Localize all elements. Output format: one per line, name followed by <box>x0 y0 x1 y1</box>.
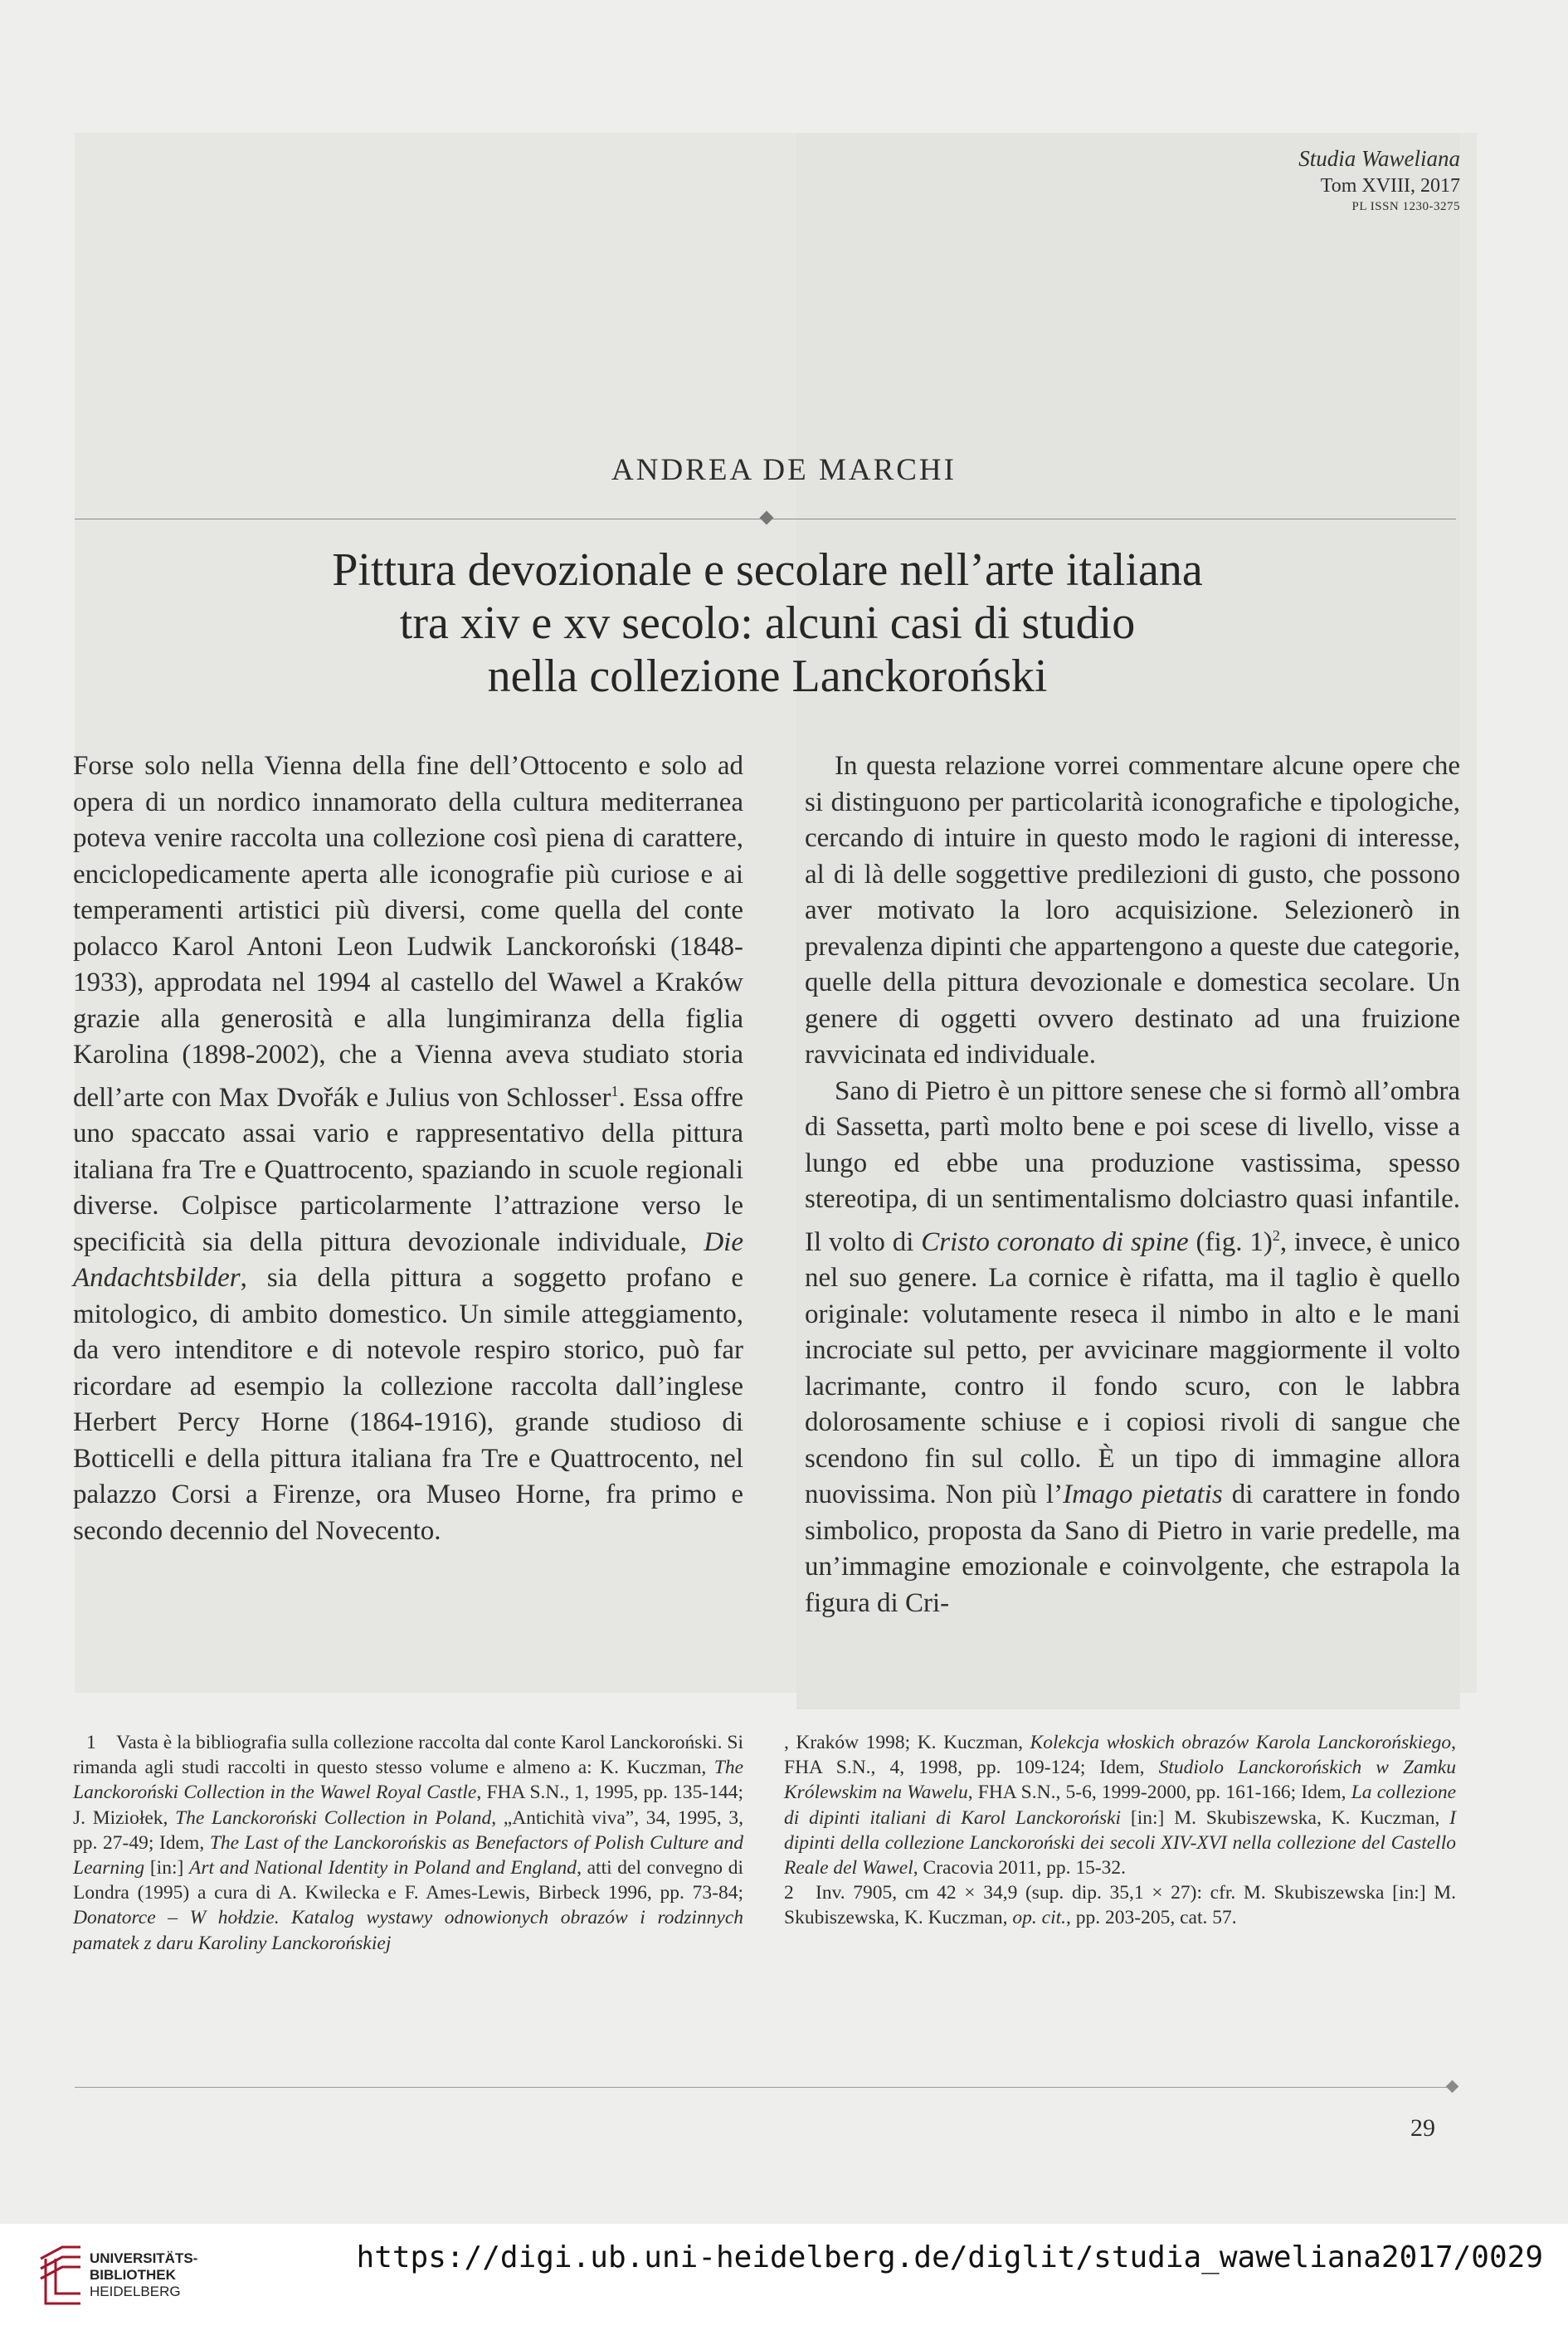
citation-title: The Lanckoroński Collection in the Wawel Royal Castle <box>73 1757 743 1804</box>
title-line-2: tra xiv e xv secolo: alcuni casi di studio <box>399 597 1136 649</box>
footnotes-left <box>73 1730 743 1956</box>
library-name-line-3: HEIDELBERG <box>90 2284 181 2299</box>
citation-title: Donatorce – W hołdzie. Katalog wystawy odnowionych obrazów i rodzinnych pamatek z daru Karoliny Lanckorońskiej <box>73 1907 743 1954</box>
journal-header <box>1298 144 1460 216</box>
footnote-number: 2 <box>784 1882 794 1904</box>
journal-name: Studia Waweliana <box>1298 146 1460 171</box>
artwork-title: Cristo coronato di spine <box>921 1226 1189 1257</box>
text-run: di carattere in fondo simbolico, proposta da Sano di Pietro in varie predelle, ma un’immagine emozionale e coinvolgente, che estrapola la figura di Cri- <box>805 1480 1460 1618</box>
footnote-ref-1[interactable]: 1 <box>611 1082 619 1099</box>
citation-title: The Lanckoroński Collection in Poland <box>175 1806 492 1829</box>
text-run: , invece, è unico nel suo genere. La cornice è rifatta, ma il taglio è quello originale: volutamente reseca il nimbo in alto e le mani incrociate sul petto, per avvicinare maggiormente il volto lacrimante, contro il fondo scuro, con le labbra dolorosamente schiuse e i copiosi rivoli di sangue che scendono fin sul collo. È un tipo di immagine allora nuovissima. Non più l’ <box>805 1226 1460 1509</box>
page-number: 29 <box>1410 2114 1435 2142</box>
text-run: Vasta è la bibliografia sulla collezione raccolta dal conte Karol Lanckoroński. Si rimanda agli studi raccolti in questo stesso volume e almeno a: K. Kuczman, <box>73 1732 743 1779</box>
citation-title: La collezione di dipinti italiani di Karol Lanckoroński <box>784 1782 1456 1829</box>
text-run: , Cracovia 2011, pp. 15-32. <box>913 1857 1127 1879</box>
library-logo-icon[interactable] <box>37 2242 84 2308</box>
text-run: , FHA S.N., 1, 1995, pp. 135-144; J. Miziołek, <box>73 1782 743 1829</box>
citation-title: Kolekcja włoskich obrazów Karola Lanckorońskiego <box>1030 1732 1452 1753</box>
italic-term: Die Andachtsbilder <box>73 1226 743 1293</box>
footnote-number: 1 <box>86 1732 96 1753</box>
text-run: , pp. 203-205, cat. 57. <box>1066 1907 1237 1929</box>
article-title <box>124 544 1410 703</box>
text-run: , atti del convegno di Londra (1995) a cura di A. Kwilecka e F. Ames-Lewis, Birbeck 1996, pp. 73-84; <box>73 1857 743 1904</box>
library-name-line-1: UNIVERSITÄTS- <box>90 2250 198 2266</box>
footnote-1-continued <box>784 1730 1456 1880</box>
text-run: , Kraków 1998; K. Kuczman, <box>784 1732 1030 1753</box>
citation-abbrev: op. cit. <box>1012 1907 1067 1929</box>
bottom-divider-ornament <box>1446 2080 1459 2094</box>
journal-volume: Tom XVIII, 2017 <box>1320 175 1460 197</box>
body-column-left <box>73 748 743 1549</box>
text-run: , FHA S.N., 5-6, 1999-2000, pp. 161-166; Idem, <box>967 1782 1351 1804</box>
title-line-3: nella collezione Lanckoroński <box>487 651 1048 702</box>
article-author: ANDREA DE MARCHI <box>611 453 957 487</box>
footnotes-right <box>784 1730 1456 1931</box>
text-run: [in:] M. Skubiszewska, K. Kuczman, <box>1121 1806 1450 1829</box>
paragraph <box>805 1074 1460 1622</box>
citation-title: The Last of the Lanckorońskis as Benefactors of Polish Culture and Learning <box>73 1831 743 1879</box>
text-run: , sia della pittura a soggetto profano e mitologico, di ambito domestico. Un simile atteggiamento, da vero intenditore e di notevole respiro storico, può far ricordare ad esempio la collezione raccolta dall’inglese Herbert Percy Horne (1864-1916), grande studioso di Botticelli e della pittura italiana fra Tre e Quattrocento, nel palazzo Corsi a Firenze, ora Museo Horne, fra primo e secondo decennio del Novecento. <box>73 1263 743 1546</box>
citation-title: I dipinti della collezione Lanckoroński dei secoli XIV-XVI nella collezione del Castello Reale del Wawel <box>784 1806 1456 1879</box>
footnote-1 <box>73 1730 743 1956</box>
text-run: . Essa offre uno spaccato assai vario e rappresentativo della pittura italiana fra Tre e Quattrocento, spaziando in scuole regionali diverse. Colpisce particolarmente l’attrazione verso le specificità sia della pittura devozionale individuale, <box>73 1082 744 1257</box>
text-run: Sano di Pietro è un pittore senese che si formò all’ombra di Sassetta, partì molto bene e poi scese di livello, visse a lungo ed ebbe una produzione vastissima, spesso stereotipa, di un sentimentalismo dolciastro quasi infantile. Il volto di <box>805 1075 1460 1257</box>
library-name <box>90 2250 197 2300</box>
text-run: [in:] <box>144 1857 189 1879</box>
citation-title: Studiolo Lanckorońskich w Zamku Królewskim na Wawelu <box>784 1757 1456 1804</box>
paragraph <box>73 748 743 1549</box>
footnote-ref-2[interactable]: 2 <box>1272 1226 1280 1244</box>
library-name-line-2: BIBLIOTHEK <box>90 2267 176 2283</box>
source-url-link[interactable]: https://digi.ub.uni-heidelberg.de/diglit/studia_waweliana2017/0029 <box>356 2240 1543 2274</box>
body-column-right <box>805 748 1460 1621</box>
journal-issn: PL ISSN 1230-3275 <box>1351 200 1460 214</box>
text-run: Inv. 7905, cm 42 × 34,9 (sup. dip. 35,1 × 27): cfr. M. Skubiszewska [in:] M. Skubiszewska, K. Kuczman, <box>784 1882 1456 1929</box>
text-run: , „Antichità viva”, 34, 1995, 3, pp. 27-49; Idem, <box>73 1806 743 1854</box>
italic-term: Imago pietatis <box>1063 1480 1223 1509</box>
text-run: , FHA S.N., 4, 1998, pp. 109-124; Idem, <box>784 1732 1456 1779</box>
citation-title: Art and National Identity in Poland and England <box>189 1857 577 1879</box>
title-line-1: Pittura devozionale e secolare nell’arte italiana <box>332 544 1203 596</box>
paragraph: In questa relazione vorrei commentare alcune opere che si distinguono per particolarità iconografiche e tipologiche, cercando di intuire in questo modo le ragioni di interesse, al di là delle soggettive predilezioni di gusto, che possono aver motivato la loro acquisizione. Selezionerò in prevalenza dipinti che appartengono a queste due categorie, quelle della pittura devozionale e domestica secolare. Un genere di oggetti ovvero destinato ad una fruizione ravvicinata ed individuale. <box>805 751 1460 1070</box>
text-run: Forse solo nella Vienna della fine dell’Ottocento e solo ad opera di un nordico innamorato della cultura mediterranea poteva venire raccolta una collezione così piena di carattere, enciclopedicamente aperta alle iconografie più curiose e ai temperamenti artistici più diversi, come quella del conte polacco Karol Antoni Leon Ludwik Lanckoroński (1848-1933), approdata nel 1994 al castello del Wawel a Kraków grazie alla generosità e alla lungimiranza della figlia Karolina (1898-2002), che a Vienna aveva studiato storia dell’arte con Max Dvořák e Julius von Schlosser <box>73 751 743 1113</box>
footnote-2 <box>784 1880 1456 1930</box>
bottom-divider <box>75 2087 1448 2088</box>
text-run: (fig. 1) <box>1188 1226 1273 1257</box>
